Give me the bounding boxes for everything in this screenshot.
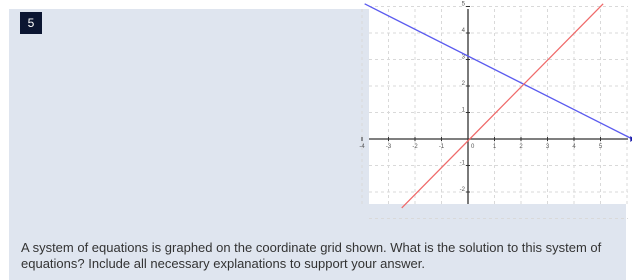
question-number-badge: 5 (20, 12, 42, 34)
y-tick-label: 3 (461, 54, 465, 61)
graph-line-red (402, 1, 603, 208)
graph-line-blue (365, 1, 632, 139)
graph-lines (365, 1, 632, 208)
x-tick-label: 2 (519, 144, 523, 150)
y-tick-label: 5 (461, 1, 465, 8)
x-tick-label: 3 (545, 144, 550, 150)
y-tick-label: 4 (461, 28, 465, 34)
x-tick-label: -3 (385, 144, 392, 150)
x-tick-label: 0 (471, 144, 475, 150)
x-tick-label: 5 (598, 144, 603, 150)
tick-labels (359, 2, 603, 194)
question-prompt: A system of equations is graphed on the coordinate grid shown. What is the solution to this system of equations? Include all necessary explanations to support your answer. (21, 240, 602, 271)
y-tick-label: 2 (461, 81, 465, 87)
y-tick-label: 1 (461, 107, 465, 114)
coordinate-grid-graph (359, 1, 628, 204)
y-tick-label: -1 (459, 160, 465, 167)
x-tick-label: -1 (438, 144, 445, 150)
x-tick-label: -4 (359, 144, 365, 150)
x-tick-label: 1 (492, 144, 497, 150)
x-tick-label: -2 (412, 144, 418, 150)
y-tick-label: -2 (459, 187, 465, 193)
x-tick-label: 4 (572, 144, 576, 150)
